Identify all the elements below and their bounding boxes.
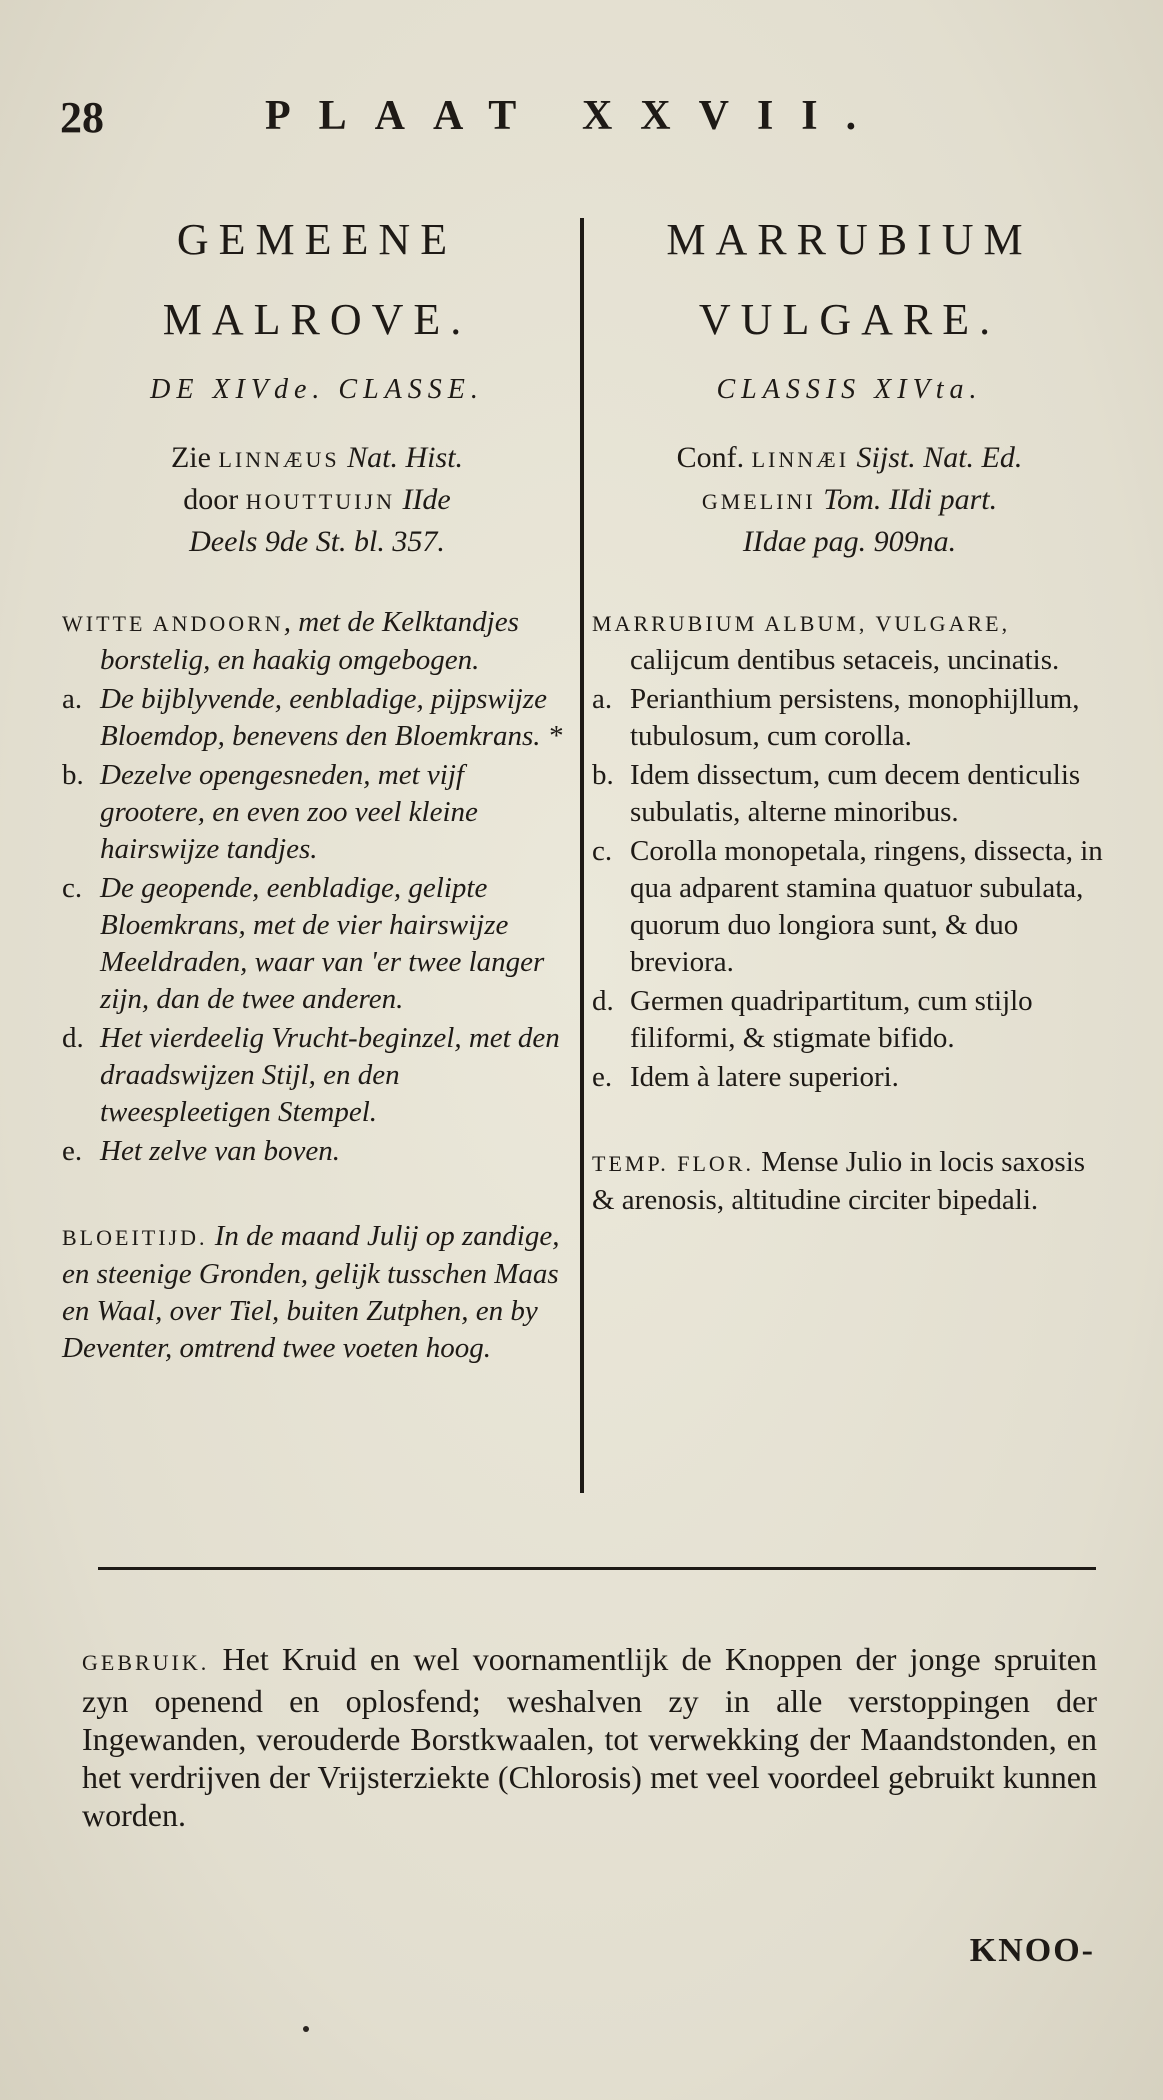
usage-paragraph <box>82 1640 1097 1834</box>
page-number: 28 <box>60 93 104 142</box>
column-divider <box>580 218 584 1493</box>
latin-flowering-time: TEMP. FLOR. Mense Julio in locis saxosis & arenosis, altitudine circiter bipedali. <box>592 1146 1086 1216</box>
latin-item-e: e. Idem à latere superiori. <box>592 1061 899 1093</box>
usage-text: Het Kruid en wel voornamentlijk de Knoppen der jonge spruiten zyn openend en oplosfend; weshalven zy in alle verstoppingen der Ingewanden, verouderde Borstkwaalen, tot verwekking der Maandstonden, en het verdrijven der Vrijsterziekte (Chlorosis) met veel voordeel gebruikt kunnen worden. <box>82 1641 1098 1833</box>
dutch-reference: Zie LINNÆUS Nat. Hist. door HOUTTUIJN IIde Deels 9de St. bl. 357. <box>170 441 464 558</box>
latin-reference: Conf. LINNÆI Sijst. Nat. Ed. GMELINI Tom. IIdi part. IIdae pag. 909na. <box>676 441 1023 558</box>
dutch-title-line-1: GEMEENE <box>176 215 458 264</box>
dutch-item-b: b. Dezelve opengesneden, met vijf grootere, en even zoo veel kleine hairswijze tandjes. <box>62 759 478 865</box>
latin-item-b: b. Idem dissectum, cum decem denticulis subulatis, alterne minoribus. <box>592 759 1081 828</box>
dutch-title-line-2: MALROVE. <box>162 295 472 344</box>
ink-speck <box>303 2026 309 2032</box>
dutch-item-a: a. De bijblyvende, eenbladige, pijpswijze Bloemdop, benevens den Bloemkrans. * <box>62 683 563 752</box>
dutch-flowering-time: BLOEITIJD. In de maand Julij op zandige, en steenige Gronden, gelijk tusschen Maas en Waal, over Tiel, buiten Zutphen, en by Deventer, omtrend twee voeten hoog. <box>62 1220 560 1364</box>
latin-intro: MARRUBIUM ALBUM, VULGARE, calijcum dentibus setaceis, uncinatis. <box>592 611 1060 676</box>
dutch-class-line: DE XIVde. CLASSE. <box>150 374 484 405</box>
latin-description <box>592 604 1107 1096</box>
latin-item-c: c. Corolla monopetala, ringens, dissecta, in qua adparent stamina quatuor subulata, quorum duo longiora sunt, & duo breviora. <box>592 835 1103 978</box>
catchword: KNOO- <box>969 1932 1095 1969</box>
latin-title-line-1: MARRUBIUM <box>666 215 1033 264</box>
latin-item-a: a. Perianthium persistens, monophijllum, tubulosum, cum corolla. <box>592 683 1080 752</box>
dutch-column <box>62 200 572 1367</box>
usage-label: GEBRUIK. <box>82 1650 210 1675</box>
dutch-description <box>62 604 572 1170</box>
dutch-item-d: d. Het vierdeelig Vrucht-beginzel, met den draadswijzen Stijl, en den tweespleetigen Stempel. <box>62 1022 560 1128</box>
latin-title-line-2: VULGARE. <box>698 295 1001 344</box>
dutch-intro: WITTE ANDOORN, met de Kelktandjes borstelig, en haakig omgebogen. <box>62 606 519 676</box>
horizontal-rule <box>98 1567 1096 1570</box>
latin-column <box>592 200 1107 1219</box>
latin-item-d: d. Germen quadripartitum, cum stijlo filiformi, & stigmate bifido. <box>592 985 1033 1054</box>
plate-title: PLAAT XXVII. <box>265 93 885 139</box>
dutch-item-e: e. Het zelve van boven. <box>62 1135 340 1167</box>
dutch-item-c: c. De geopende, eenbladige, gelipte Bloemkrans, met de vier hairswijze Meeldraden, waar van 'er twee langer zijn, dan de twee anderen. <box>62 872 545 1015</box>
latin-class-line: CLASSIS XIVta. <box>716 374 983 405</box>
page-header <box>60 92 1120 152</box>
